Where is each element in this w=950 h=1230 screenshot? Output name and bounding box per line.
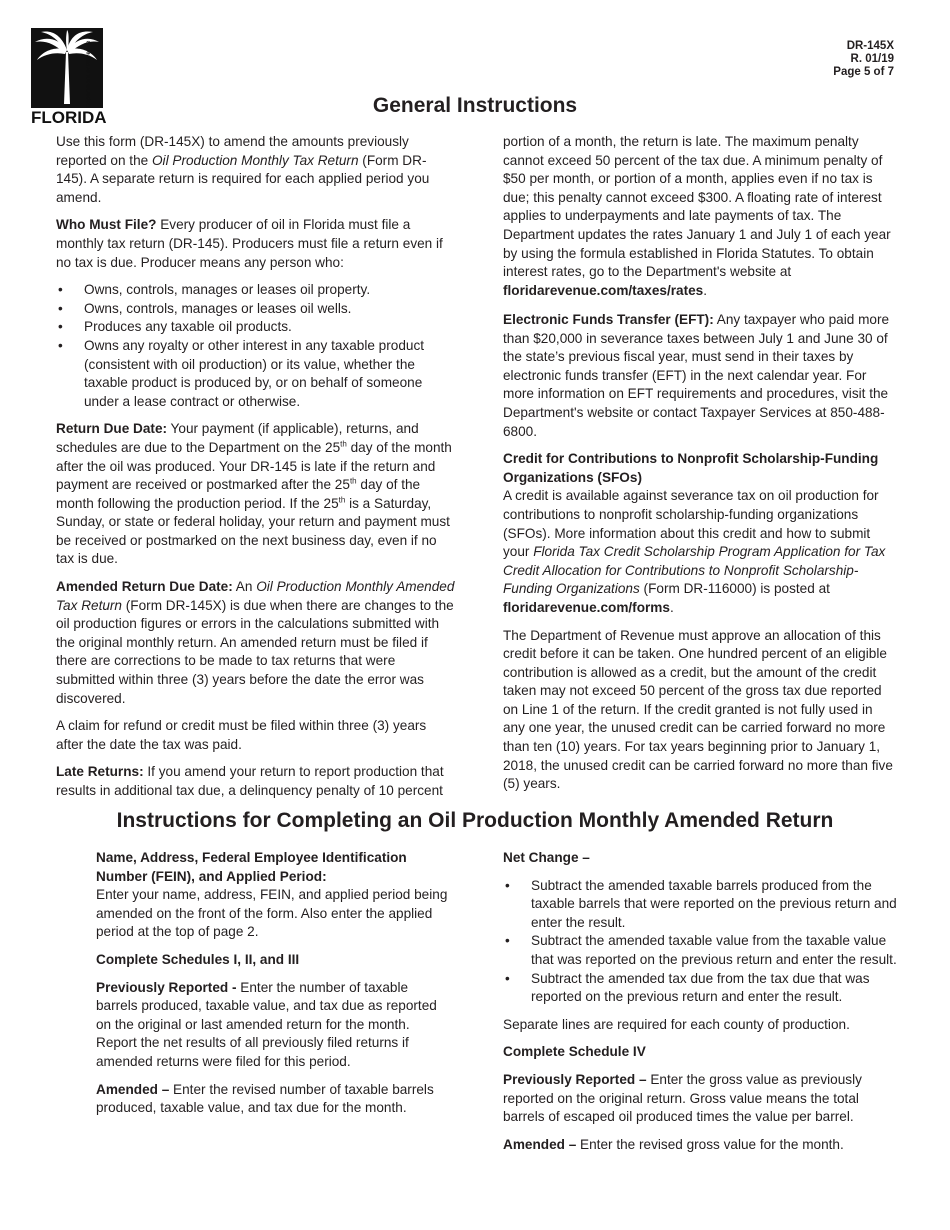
- page-title: General Instructions: [372, 94, 578, 117]
- eft-paragraph: Electronic Funds Transfer (EFT): Any taxpayer who paid more than $20,000 in severance taxes between July 1 and June 30 of the state’s previous fiscal year, must send in their taxes by electronic funds transfer (EFT) in the next calendar year. For more information on EFT requirements and procedures, visit the Department's website or contact Taxpayer Services at 850-488-6800.: [503, 312, 890, 439]
- net-change-bullet-list: [503, 877, 898, 1007]
- amended-return-due-date-paragraph: Amended Return Due Date: An Oil Production Monthly Amended Tax Return (Form DR-145X) is due when there are changes to the oil production figures or errors in the calculations submitted with the original monthly return. An amended return must be filed if there are corrections to be made to tax returns that were submitted within three (3) years before the date the error was discovered.: [56, 579, 455, 706]
- separate-lines-paragraph: Separate lines are required for each county of production.: [503, 1016, 850, 1032]
- net-change-heading: Net Change –: [503, 850, 590, 865]
- list-item: • Produces any taxable oil products.: [56, 318, 456, 337]
- lower-left-column: [96, 849, 451, 1127]
- list-item: • Owns, controls, manages or leases oil wells.: [56, 300, 456, 319]
- credit-approval-paragraph: The Department of Revenue must approve an allocation of this credit before it can be taken. One hundred percent of an eligible contribution is allowed as a credit, but the amount of the credit taken may not exceed 50 percent of the gross tax due reported on Line 1 of the return. If the credit granted is not fully used in any one year, the unused credit can be carried forward no more than ten (10) years. For tax years beginning prior to January 1, 2018, the unused credit can be carried forward no more than five (5) years.: [503, 627, 893, 792]
- late-returns-continuation-text: portion of a month, the return is late. The maximum penalty cannot exceed 50 percent of the tax due. A minimum penalty of $50 per month, or portion of a month, applies even if no tax is due; this penalty cannot exceed $300. A floating rate of interest applies to underpayments and late payments of tax. The Department updates the rates January 1 and July 1 of each year by using the formula established in Florida Statutes. To obtain interest rates, go to the Department's website at floridarevenue.com/taxes/rates.: [503, 134, 891, 298]
- late-returns-continuation: [503, 133, 898, 303]
- who-must-file-paragraph: Who Must File? Every producer of oil in Florida must file a monthly tax return (DR-145). Producers must file a return even if no tax is due. Producer means any person who:: [56, 217, 443, 270]
- list-item: • Subtract the amended taxable barrels produced from the taxable barrels that were reported on the previous return and enter the result.: [503, 877, 898, 933]
- amended-paragraph: Amended – Enter the revised number of taxable barrels produced, taxable value, and tax due for the month.: [96, 1081, 434, 1116]
- intro-paragraph: Use this form (DR-145X) to amend the amounts previously reported on the Oil Production Monthly Tax Return (Form DR-145). A separate return is required for each applied period you amend.: [56, 134, 430, 205]
- producer-bullet-list: [56, 281, 456, 411]
- name-address-paragraph: Name, Address, Federal Employee Identification Number (FEIN), and Applied Period: Enter your name, address, FEIN, and applied period being amended on the front of the form. Also enter the applied period at the top of page 2.: [96, 850, 448, 940]
- form-id-block: [833, 40, 894, 79]
- amended-iv-paragraph: Amended – Enter the revised gross value for the month.: [503, 1136, 844, 1152]
- schedule-iv-heading: Complete Schedule IV: [503, 1044, 646, 1060]
- list-item: • Subtract the amended tax due from the tax due that was reported on the previous return and enter the result.: [503, 970, 898, 1007]
- return-due-date-paragraph: Return Due Date: Your payment (if applicable), returns, and schedules are due to the Department on the 25th day of the month after the oil was produced. Your DR-145 is late if the return and payment are received or postmarked after the 25th day of the month following the production period. If the 25th is a Saturday, Sunday, or state or federal holiday, your return and payment must be received or postmarked on the next business day, even if no tax is due.: [56, 421, 452, 567]
- page-number: Page 5 of 7: [833, 66, 894, 78]
- late-returns-paragraph: Late Returns: If you amend your return to report production that results in additional tax due, a delinquency penalty of 10 percent: [56, 764, 444, 798]
- previously-reported-paragraph: Previously Reported - Enter the number of taxable barrels produced, taxable value, and tax due as reported on the original or last amended return for the month. Report the net results of all previously filed returns if amended returns were filed for this period.: [96, 979, 437, 1069]
- lower-right-column: [503, 849, 898, 1163]
- list-item: • Subtract the amended taxable value from the taxable value that was reported on the previous return and enter the result.: [503, 932, 898, 969]
- left-column: [56, 133, 456, 803]
- refund-claim-paragraph: A claim for refund or credit must be filed within three (3) years after the date the tax was paid.: [56, 718, 427, 752]
- list-item: • Owns, controls, manages or leases oil property.: [56, 281, 456, 300]
- credit-sfo-heading: Credit for Contributions to Nonprofit Scholarship-Funding Organizations (SFOs): [503, 451, 879, 485]
- right-column: [503, 311, 898, 803]
- schedules-heading: Complete Schedules I, II, and III: [96, 951, 300, 967]
- interest-rates-link-continued[interactable]: floridarevenue.com/taxes/rates: [503, 282, 704, 298]
- form-revision: R. 01/19: [850, 53, 894, 65]
- section-title-completing: Instructions for Completing an Oil Production Monthly Amended Return: [116, 809, 834, 832]
- logo-wordmark: FLORIDA: [31, 108, 107, 127]
- forms-link[interactable]: floridarevenue.com/forms: [503, 599, 670, 615]
- list-item: • Owns any royalty or other interest in any taxable product (consistent with oil production) or its value, whether the taxable product is produced by, or on behalf of someone under a lease contract or otherwise.: [56, 337, 456, 411]
- previously-reported-iv-paragraph: Previously Reported – Enter the gross value as previously reported on the original return. Gross value means the total barrels of escaped oil produced times the value per barrel.: [503, 1071, 862, 1125]
- form-number: DR-145X: [846, 40, 894, 52]
- credit-sfo-paragraph: Credit for Contributions to Nonprofit Scholarship-Funding Organizations (SFOs) A credit is available against severance tax on oil production for contributions to nonprofit scholarship-funding organizations (SFOs). More information about this credit and how to submit your Florida Tax Credit Scholarship Program Application for Tax Credit Allocation for Contributions to Nonprofit Scholarship-Funding Organizations (Form DR-116000) is posted at floridarevenue.com/forms.: [503, 451, 886, 615]
- logo-department-text: Department of Revenue: [86, 40, 92, 108]
